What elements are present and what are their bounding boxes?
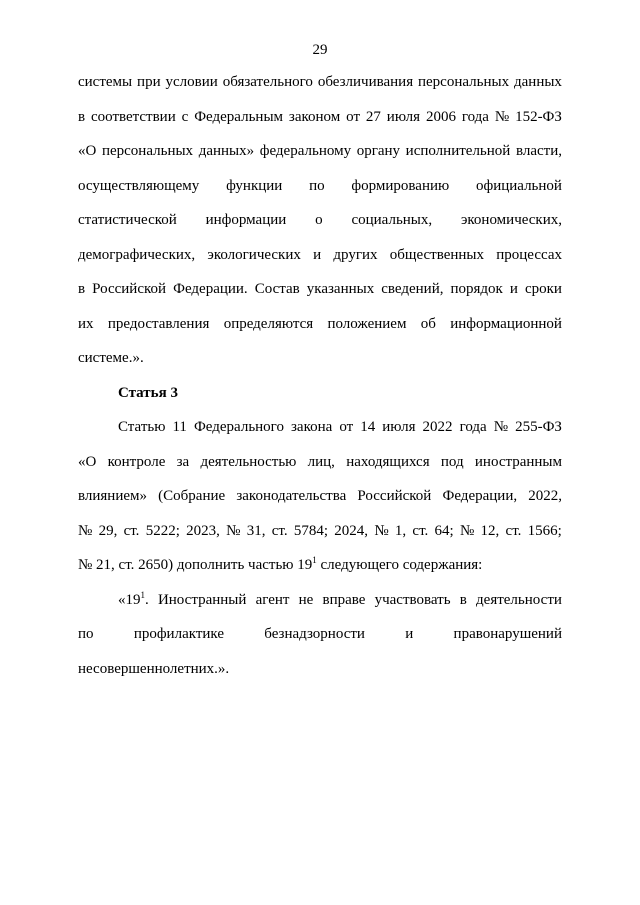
word: «О (78, 143, 97, 159)
page-number: 29 (312, 42, 328, 58)
word: профилактике (133, 626, 224, 642)
word: информации (205, 212, 287, 228)
paragraph-line (78, 107, 562, 142)
word: порядок (450, 281, 503, 297)
word: условии (165, 74, 218, 90)
word: Статью (118, 419, 166, 435)
word: функции (226, 177, 283, 194)
word: сроки (524, 281, 562, 297)
word: сведений, (381, 281, 444, 297)
word: персональных (418, 74, 510, 90)
word: о (315, 212, 323, 228)
word: 31, (246, 522, 266, 539)
word: (Собрание (158, 488, 226, 504)
word: 1566; (527, 522, 562, 539)
article-paragraph-line (78, 486, 562, 521)
word: за (176, 453, 190, 470)
word: 5784; (293, 522, 329, 539)
article-paragraph-line (78, 521, 562, 556)
word: общественных (389, 246, 484, 263)
word: в (459, 591, 467, 608)
paragraph-line (78, 176, 562, 211)
word: Федеральным (194, 108, 284, 125)
word: участвовать (374, 591, 451, 608)
word: № (226, 522, 241, 539)
word: их (78, 315, 94, 332)
word: исполнительной (405, 143, 511, 159)
word: лиц, (307, 453, 335, 470)
word: 1, (394, 522, 407, 539)
word: по (309, 177, 325, 194)
line-text: следующего содержания: (316, 557, 483, 573)
word: 2022, (528, 488, 562, 504)
word: закона (291, 419, 333, 435)
word: процессах (496, 246, 562, 263)
word: осуществляющему (78, 177, 200, 194)
superscript: 1 (312, 555, 317, 565)
article-heading: Статья 3 (118, 384, 178, 401)
word: № (78, 522, 93, 539)
word: Российской (357, 488, 432, 504)
word: при (137, 74, 161, 90)
word: по (78, 626, 94, 642)
word: персональных (101, 143, 194, 159)
word: 11 (172, 419, 187, 435)
word: 14 (360, 419, 376, 435)
word: данных» (198, 143, 255, 159)
paragraph-line (78, 279, 562, 314)
word: июля (386, 108, 421, 125)
word: вправе (322, 591, 366, 608)
word: социальных, (351, 212, 433, 228)
word: предоставления (107, 315, 210, 332)
paragraph-line (78, 141, 562, 176)
word: 255-ФЗ (515, 419, 562, 435)
word: влиянием» (78, 488, 148, 504)
word: находящихся (346, 453, 430, 470)
word: Федерации, (442, 488, 518, 504)
superscript: 1 (140, 589, 145, 600)
document-body (78, 72, 562, 693)
word: ст. (412, 522, 429, 539)
word: системы (78, 74, 133, 90)
word: от (339, 419, 354, 435)
word: других (333, 246, 378, 263)
word: формированию (351, 177, 450, 194)
word: «О (78, 453, 97, 470)
word: правонарушений (453, 626, 562, 642)
word: 2024, (334, 522, 369, 539)
word: и (405, 626, 414, 642)
word: положением (327, 315, 407, 332)
word: № (374, 522, 389, 539)
word: от (346, 108, 361, 125)
word: законом (288, 108, 341, 125)
word: ст. (271, 522, 288, 539)
word: агент (255, 591, 290, 608)
word: безнадзорности (264, 626, 365, 642)
word: Иностранный (157, 591, 247, 608)
word: в (78, 281, 86, 297)
word: официальной (475, 177, 562, 194)
quote-line-last: несовершеннолетних.». (78, 660, 230, 677)
word: «$19^1$. (118, 589, 149, 608)
word: соответствии (90, 108, 176, 125)
word: данных (514, 74, 562, 90)
word: федеральному (259, 143, 352, 159)
word: экономических, (460, 212, 562, 228)
word: июля (382, 419, 416, 435)
word: демографических, (78, 246, 196, 263)
word: обязательного (222, 74, 313, 90)
word: 64; (434, 522, 454, 539)
word: экологических (207, 246, 301, 263)
word: 152-ФЗ (515, 108, 562, 125)
word: и (509, 281, 518, 297)
word: деятельности (476, 591, 562, 608)
article-paragraph-line-last (78, 555, 562, 590)
word: № (494, 108, 510, 125)
word: власти, (515, 143, 562, 159)
word: № (459, 522, 475, 539)
word: 27 (365, 108, 381, 125)
word: Российской (92, 281, 167, 297)
paragraph-line (78, 72, 562, 107)
quote-line (78, 624, 562, 659)
word: информационной (450, 315, 562, 332)
word: деятельностью (200, 453, 297, 470)
word: указанных (306, 281, 375, 297)
word: под (440, 453, 464, 470)
word: ст. (123, 522, 140, 539)
word: иностранным (474, 453, 562, 470)
word: 2022 (422, 419, 453, 435)
word: законодательства (236, 488, 347, 504)
paragraph-line-last: системе.». (78, 350, 144, 366)
article-paragraph-line (78, 417, 562, 452)
word: статистической (78, 212, 177, 228)
word: органу (356, 143, 401, 159)
word: Федерального (193, 419, 284, 435)
word: об (420, 315, 436, 332)
word: года (459, 419, 487, 435)
quote-line (78, 590, 562, 625)
article-paragraph-line (78, 452, 562, 487)
paragraph-line (78, 210, 562, 245)
word: 29, (98, 522, 118, 539)
word: с (181, 108, 189, 125)
paragraph-line (78, 245, 562, 280)
word: 2023, (186, 522, 220, 539)
word: Состав (254, 281, 300, 297)
word: Федерации. (173, 281, 248, 297)
word: обезличивания (317, 74, 414, 90)
word: 5222; (145, 522, 180, 539)
word: № (493, 419, 509, 435)
word: 12, (480, 522, 500, 539)
word: контроле (107, 453, 166, 470)
paragraph-line (78, 314, 562, 349)
word: 2006 (425, 108, 456, 125)
word: не (298, 591, 314, 608)
line-text: № 21, ст. 2650) дополнить частью 19 (78, 557, 313, 573)
word: определяются (223, 315, 314, 332)
word: ст. (505, 522, 522, 539)
word: года (461, 108, 489, 125)
word: в (78, 108, 86, 125)
word: и (313, 246, 322, 263)
